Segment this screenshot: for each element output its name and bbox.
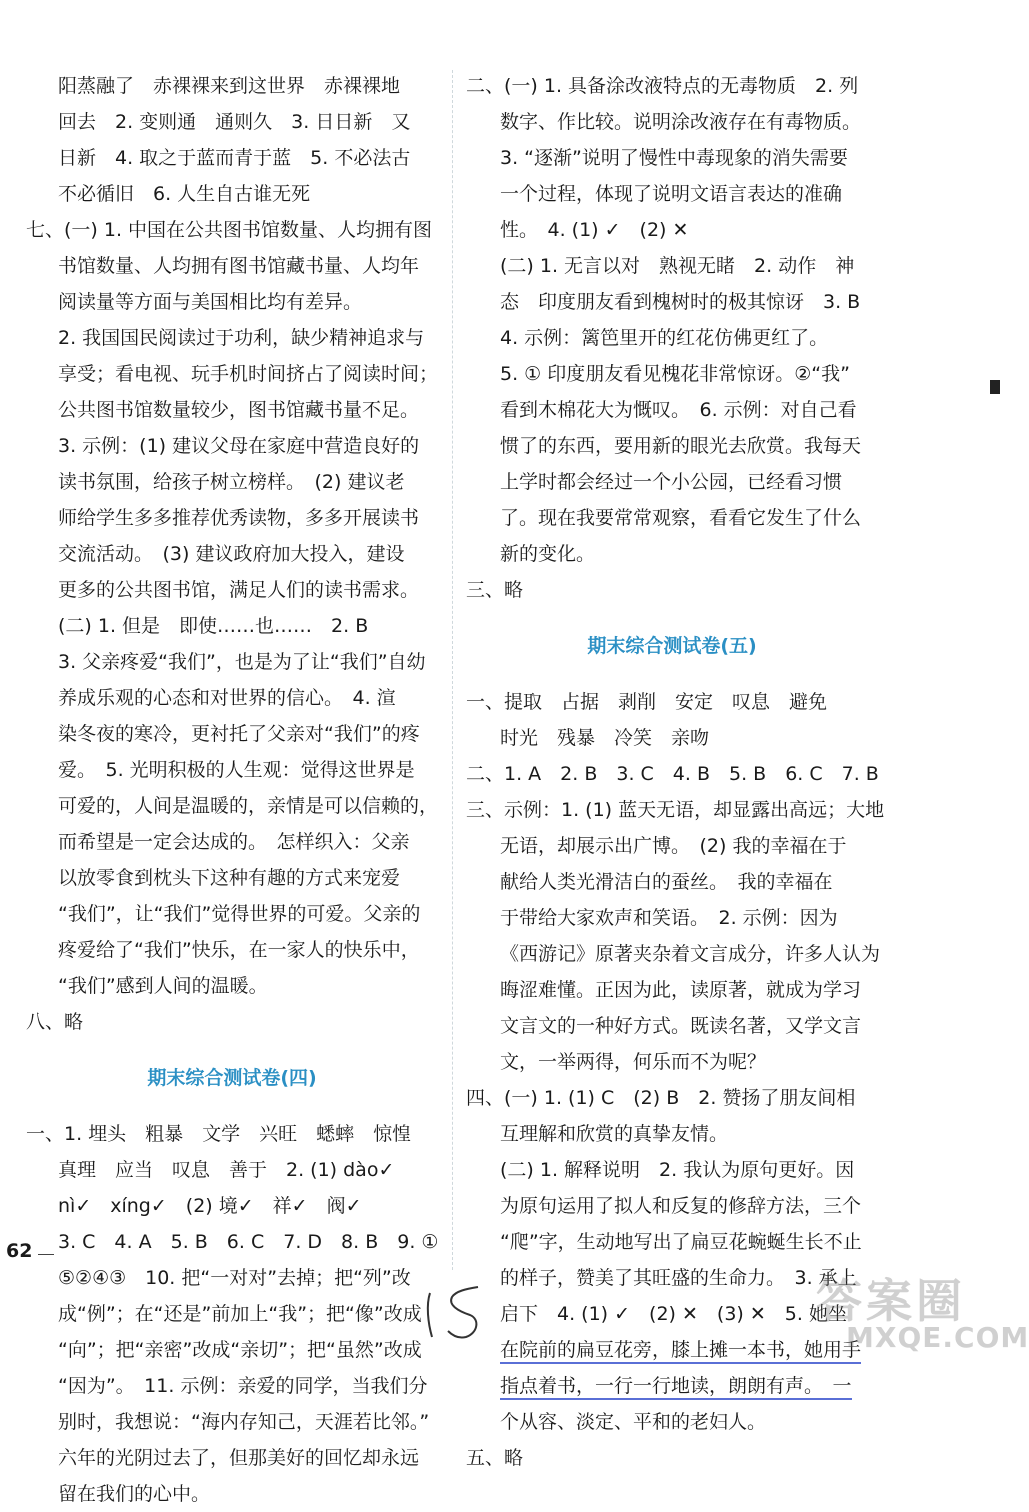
column-divider (452, 70, 453, 1270)
line-text: 公共图书馆数量较少，图书馆藏书量不足。 (58, 399, 420, 421)
right-text-line (466, 972, 878, 1008)
left-text-line (26, 1404, 438, 1440)
line-text: 五、略 (466, 1447, 524, 1469)
page-number: 62 (6, 1240, 33, 1262)
line-text: 六年的光阴过去了，但那美好的回忆却永远 (58, 1447, 420, 1469)
line-text: 日新 4. 取之于蓝而青于蓝 5. 不必法古 (58, 147, 411, 169)
line-text: nì✓ xíng✓ (2) 境✓ 祥✓ 阀✓ (58, 1195, 362, 1217)
right-text-line (466, 464, 878, 500)
line-text: 享受；看电视、玩手机时间挤占了阅读时间； (58, 363, 439, 385)
left-text-line (26, 1224, 438, 1260)
left-text-line (26, 212, 438, 248)
line-text: 三、略 (466, 579, 524, 601)
left-text-line (26, 248, 438, 284)
right-text-line (466, 68, 878, 104)
left-text-line (26, 320, 438, 356)
line-text: 可爱的，人间是温暖的，亲情是可以信赖的， (58, 795, 439, 817)
edge-mark (990, 380, 1000, 394)
right-text-line (466, 1008, 878, 1044)
line-text: 3. 示例：(1) 建议父母在家庭中营造良好的 (58, 435, 420, 457)
line-text: 4. 示例：篱笆里开的红花仿佛更红了。 (500, 327, 829, 349)
line-text: 回去 2. 变则通 通则久 3. 日日新 又 (58, 111, 411, 133)
left-text-line (26, 1440, 438, 1476)
right-text-line (466, 792, 885, 828)
right-text-line (466, 936, 881, 972)
right-text-line (466, 828, 878, 864)
right-text-line (466, 720, 878, 756)
line-text: 新的变化。 (500, 543, 596, 565)
line-text: 更多的公共图书馆，满足人们的读书需求。 (58, 579, 420, 601)
line-text: 上学时都会经过一个小公园，已经看习惯 (500, 471, 843, 493)
right-text-line (466, 1152, 878, 1188)
right-text-line (466, 1044, 878, 1080)
line-text: “我们”感到人间的温暖。 (58, 975, 268, 997)
left-text-line (26, 680, 438, 716)
line-text: 留在我们的心中。 (58, 1483, 211, 1505)
line-text: 不必循旧 6. 人生自古谁无死 (58, 183, 311, 205)
line-text: 阅读量等方面与美国相比均有差异。 (58, 291, 363, 313)
right-text-line (466, 1224, 878, 1260)
line-text: 《西游记》原著夹杂着文言成分，许多人认为 (500, 943, 881, 965)
left-text-line (26, 1152, 438, 1188)
line-text: 为原句运用了拟人和反复的修辞方法，三个 (500, 1195, 862, 1217)
line-text: 养成乐观的心态和对世界的信心。 4. 渲 (58, 687, 396, 709)
line-text: (二) 1. 但是 即使……也…… 2. B (58, 615, 369, 637)
line-text: 二、(一) 1. 具备涂改液特点的无毒物质 2. 列 (466, 75, 859, 97)
right-text-line (466, 392, 878, 428)
line-text: (二) 1. 解释说明 2. 我认为原句更好。因 (500, 1159, 855, 1181)
left-text-line (26, 1116, 438, 1152)
right-text-line (466, 284, 878, 320)
left-text-line (26, 716, 438, 752)
line-text: 指点着书，一行一行地读，朗朗有声。 一 (500, 1375, 852, 1400)
left-text-line (26, 140, 438, 176)
line-text: 师给学生多多推荐优秀读物，多多开展读书 (58, 507, 420, 529)
line-text: 文，一举两得，何乐而不为呢？ (500, 1051, 767, 1073)
line-text: 5. ① 印度朋友看见槐花非常惊讶。②“我” (500, 363, 850, 385)
line-text: 献给人类光滑洁白的蚕丝。 我的幸福在 (500, 871, 833, 893)
line-text: 看到木棉花大为慨叹。 6. 示例：对自己看 (500, 399, 857, 421)
left-text-line (26, 1004, 438, 1040)
line-text: “向”；把“亲密”改成“亲切”；把“虽然”改成 (58, 1339, 422, 1361)
line-text: 阳蒸融了 赤裸裸来到这世界 赤裸裸地 (58, 75, 401, 97)
line-text: 互理解和欣赏的真挚友情。 (500, 1123, 729, 1145)
line-text: 2. 我国国民阅读过于功利，缺少精神追求与 (58, 327, 425, 349)
line-text: 三、示例：1. (1) 蓝天无语，却显露出高远；大地 (466, 799, 885, 821)
left-text-line (26, 1260, 438, 1296)
left-text-line (26, 356, 438, 392)
left-text-line (26, 68, 438, 104)
left-text-line (26, 284, 438, 320)
left-text-line (26, 1332, 438, 1368)
left-text-line (26, 1188, 438, 1224)
left-text-line (26, 608, 438, 644)
line-text: 的样子，赞美了其旺盛的生命力。 3. 承上 (500, 1267, 857, 1289)
right-text-line (466, 536, 878, 572)
left-text-line (26, 788, 438, 824)
line-text: 四、(一) 1. (1) C (2) B 2. 赞扬了朋友间相 (466, 1087, 856, 1109)
handwritten-15 (418, 1275, 528, 1345)
left-text-line (26, 752, 438, 788)
line-text: “我们”，让“我们”觉得世界的可爱。父亲的 (58, 903, 421, 925)
line-text: 以放零食到枕头下这种有趣的方式来宠爱 (58, 867, 401, 889)
left-text-line (26, 536, 438, 572)
left-text-line (26, 464, 438, 500)
right-text-line (466, 1368, 878, 1404)
left-text-line (26, 1296, 438, 1332)
line-text: 在院前的扁豆花旁，膝上摊一本书，她用手 (500, 1339, 861, 1364)
left-section-heading (26, 1060, 438, 1096)
right-text-line (466, 1188, 878, 1224)
right-text-line (466, 1116, 878, 1152)
line-text: 性。 4. (1) ✓ (2) ✕ (500, 219, 689, 241)
line-text: 惯了的东西，要用新的眼光去欣赏。我每天 (500, 435, 862, 457)
line-text: 期末综合测试卷(四) (147, 1067, 317, 1089)
right-text-line (466, 356, 878, 392)
line-text: 数字、作比较。说明涂改液存在有毒物质。 (500, 111, 862, 133)
line-text: 启下 4. (1) ✓ (2) ✕ (3) ✕ 5. 她坐 (500, 1303, 847, 1325)
line-text: “因为”。 11. 示例：亲爱的同学，当我们分 (58, 1375, 428, 1397)
left-column (26, 68, 438, 1512)
right-text-line (466, 248, 878, 284)
line-text: 一个过程，体现了说明文语言表达的准确 (500, 183, 843, 205)
right-text-line (466, 756, 878, 792)
line-text: (二) 1. 无言以对 熟视无睹 2. 动作 神 (500, 255, 855, 277)
left-text-line (26, 1476, 438, 1512)
line-text: 交流活动。 (3) 建议政府加大投入，建设 (58, 543, 405, 565)
left-text-line (26, 176, 438, 212)
line-text: 态 印度朋友看到槐树时的极其惊讶 3. B (500, 291, 861, 313)
line-text: 书馆数量、人均拥有图书馆藏书量、人均年 (58, 255, 420, 277)
left-text-line (26, 932, 438, 968)
line-text: 无语，却展示出广博。 (2) 我的幸福在于 (500, 835, 847, 857)
watermark (806, 1265, 1029, 1360)
line-text: 读书氛围，给孩子树立榜样。 (2) 建议老 (58, 471, 405, 493)
right-section-heading (466, 628, 878, 664)
line-text: 3. C 4. A 5. B 6. C 7. D 8. B 9. ① (58, 1231, 439, 1253)
right-text-line (466, 864, 878, 900)
line-text: 成“例”；在“还是”前加上“我”；把“像”改成 (58, 1303, 422, 1325)
line-text: 3. “逐渐”说明了慢性中毒现象的消失需要 (500, 147, 848, 169)
left-text-line (26, 860, 438, 896)
right-text-line (466, 428, 878, 464)
left-text-line (26, 500, 438, 536)
watermark-en: MXQE.COM (846, 1321, 1029, 1354)
line-text: 于带给大家欢声和笑语。 2. 示例：因为 (500, 907, 838, 929)
line-text: 八、略 (26, 1011, 84, 1033)
right-text-line (466, 320, 878, 356)
line-text: 3. 父亲疼爱“我们”，也是为了让“我们”自幼 (58, 651, 426, 673)
line-text: 染冬夜的寒冷，更衬托了父亲对“我们”的疼 (58, 723, 420, 745)
line-text: 别时，我想说：“海内存知己，天涯若比邻。” (58, 1411, 430, 1433)
right-text-line (466, 1404, 878, 1440)
page-number-dash (38, 1254, 54, 1255)
right-text-line (466, 500, 878, 536)
line-text: 时光 残暴 冷笑 亲吻 (500, 727, 710, 749)
right-text-line (466, 104, 878, 140)
right-text-line (466, 1080, 878, 1116)
watermark-cn: 答案圈 (816, 1274, 966, 1328)
left-text-line (26, 824, 438, 860)
left-text-line (26, 896, 438, 932)
line-text: 七、(一) 1. 中国在公共图书馆数量、人均拥有图 (26, 219, 433, 241)
left-text-line (26, 428, 438, 464)
line-text: 二、1. A 2. B 3. C 4. B 5. B 6. C 7. B (466, 763, 879, 785)
right-text-line (466, 140, 878, 176)
line-text: 个从容、淡定、平和的老妇人。 (500, 1411, 767, 1433)
left-text-line (26, 104, 438, 140)
line-text: 爱。 5. 光明积极的人生观：觉得这世界是 (58, 759, 415, 781)
left-text-line (26, 572, 438, 608)
right-text-line (466, 1440, 878, 1476)
line-text: 而希望是一定会达成的。 怎样织入：父亲 (58, 831, 410, 853)
line-text: 了。现在我要常常观察，看看它发生了什么 (500, 507, 862, 529)
line-text: 疼爱给了“我们”快乐，在一家人的快乐中， (58, 939, 420, 961)
line-text: 一、提取 占据 剥削 安定 叹息 避免 (466, 691, 828, 713)
right-text-line (466, 684, 878, 720)
line-text: 期末综合测试卷(五) (587, 635, 757, 657)
left-text-line (26, 1368, 438, 1404)
line-text: 文言文的一种好方式。既读名著，又学文言 (500, 1015, 862, 1037)
line-text: “爬”字，生动地写出了扁豆花蜿蜒生长不止 (500, 1231, 862, 1253)
right-text-line (466, 572, 878, 608)
line-text: 真理 应当 叹息 善于 2. (1) dào✓ (58, 1159, 395, 1181)
line-text: ⑤②④③ 10. 把“一对对”去掉；把“列”改 (58, 1267, 411, 1289)
line-text: 一、1. 埋头 粗暴 文学 兴旺 蟋蟀 惊惶 (26, 1123, 412, 1145)
right-text-line (466, 900, 878, 936)
left-text-line (26, 644, 438, 680)
right-text-line (466, 176, 878, 212)
left-text-line (26, 392, 438, 428)
left-text-line (26, 968, 438, 1004)
right-text-line (466, 212, 878, 248)
line-text: 晦涩难懂。正因为此，读原著，就成为学习 (500, 979, 862, 1001)
